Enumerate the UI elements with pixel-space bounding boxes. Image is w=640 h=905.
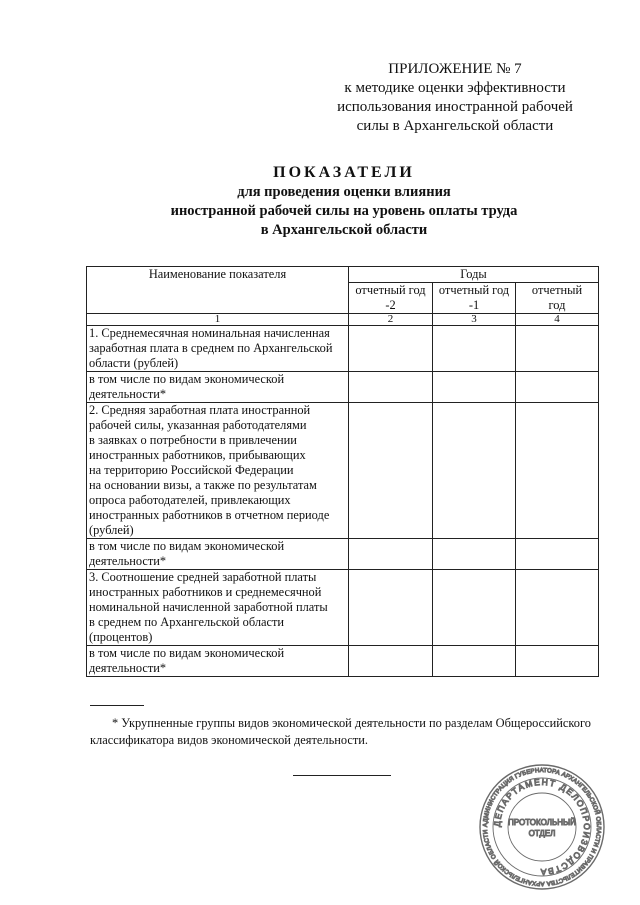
table-row xyxy=(87,403,599,539)
row-label: 1. Среднемесячная номинальная начисленная заработная плата в среднем по Архангельской области (рублей) xyxy=(87,326,349,372)
value-cell xyxy=(516,539,599,570)
value-cell xyxy=(516,326,599,372)
indicators-table xyxy=(86,266,599,677)
appendix-line: к методике оценки эффективности xyxy=(344,80,566,96)
index-cell: 1 xyxy=(87,314,349,326)
index-cell: 2 xyxy=(349,314,433,326)
stamp-inner-text: ДЕПАРТАМЕНТ ДЕЛОПРОИЗВОДСТВА xyxy=(491,776,593,878)
index-cell: 3 xyxy=(433,314,516,326)
value-cell xyxy=(349,570,433,646)
value-cell xyxy=(433,539,516,570)
header-year-minus-2: отчетный год -2 xyxy=(349,283,433,314)
appendix-line: силы в Архангельской области xyxy=(356,118,554,134)
row-label: в том числе по видам экономической деятельности* xyxy=(87,539,349,570)
value-cell xyxy=(349,539,433,570)
table-row xyxy=(87,372,599,403)
value-cell xyxy=(433,326,516,372)
title-main: ПОКАЗАТЕЛИ xyxy=(273,164,415,181)
footnote: * Укрупненные группы видов экономической деятельности по разделам Общероссийского классификатора видов экономической деятельности. xyxy=(90,716,591,747)
column-index-row xyxy=(87,314,599,326)
value-cell xyxy=(516,646,599,677)
appendix-header xyxy=(330,60,580,136)
stamp-center-line: ОТДЕЛ xyxy=(528,829,556,838)
title-line: для проведения оценки влияния xyxy=(237,184,451,200)
footnote-divider xyxy=(90,705,144,706)
header-year-current: отчетный год xyxy=(516,283,599,314)
row-label: 2. Средняя заработная плата иностранной рабочей силы, указанная работодателями в заявках о потребности в привлечении иностранных работников, прибывающих на территорию Российской Федерации на основании визы, а также по результатам опроса работодателей, привлекающих иностранных работников в отчетном периоде (рублей) xyxy=(87,403,349,539)
table-row xyxy=(87,646,599,677)
value-cell xyxy=(433,372,516,403)
header-years: Годы xyxy=(349,267,599,283)
value-cell xyxy=(433,646,516,677)
title-line: в Архангельской области xyxy=(260,222,428,238)
value-cell xyxy=(516,372,599,403)
row-label: в том числе по видам экономической деятельности* xyxy=(87,646,349,677)
header-indicator-name: Наименование показателя xyxy=(87,267,349,314)
table-row xyxy=(87,570,599,646)
title-line: иностранной рабочей силы на уровень оплаты труда xyxy=(170,203,518,219)
value-cell xyxy=(433,570,516,646)
table-row xyxy=(87,326,599,372)
header-year-minus-1: отчетный год -1 xyxy=(433,283,516,314)
index-cell: 4 xyxy=(516,314,599,326)
row-label: в том числе по видам экономической деятельности* xyxy=(87,372,349,403)
signature-line xyxy=(293,775,391,776)
table-row xyxy=(87,539,599,570)
appendix-title: ПРИЛОЖЕНИЕ № 7 xyxy=(388,61,522,77)
stamp-outer-text: АДМИНИСТРАЦИЯ ГУБЕРНАТОРА АРХАНГЕЛЬСКОЙ ОБЛАСТИ И ПРАВИТЕЛЬСТВА АРХАНГЕЛЬСКОЙ ОБЛАСТИ xyxy=(482,767,602,887)
row-label: 3. Соотношение средней заработной платы иностранных работников и среднемесячной номинальной начисленной заработной платы в среднем по Архангельской области (процентов) xyxy=(87,570,349,646)
stamp-center-line: ПРОТОКОЛЬНЫЙ xyxy=(508,818,576,827)
value-cell xyxy=(433,403,516,539)
appendix-line: использования иностранной рабочей xyxy=(337,99,573,115)
value-cell xyxy=(516,403,599,539)
value-cell xyxy=(349,326,433,372)
official-stamp xyxy=(478,763,606,891)
document-title xyxy=(90,163,598,240)
value-cell xyxy=(349,403,433,539)
value-cell xyxy=(349,372,433,403)
value-cell xyxy=(516,570,599,646)
value-cell xyxy=(349,646,433,677)
